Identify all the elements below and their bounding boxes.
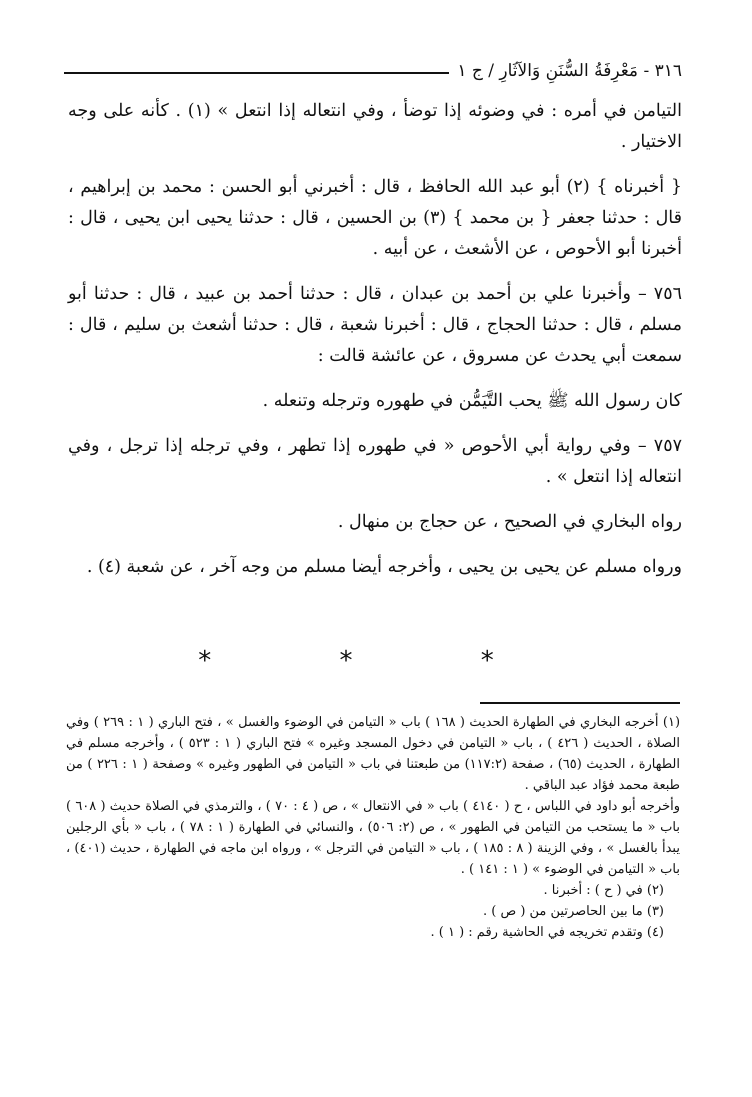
paragraph-continuation: التيامن في أمره : في وضوئه إذا توضأ ، وفي انتعاله إذا انتعل » (١) . كأنه على وجه الاختيار . [68, 101, 683, 152]
paragraph-bukhari: رواه البخاري في الصحيح ، عن حجاج بن منهال . [337, 512, 682, 532]
paragraph-muslim: ورواه مسلم عن يحيى بن يحيى ، وأخرجه أيضا مسلم من وجه آخر ، عن شعبة (٤) . [86, 557, 682, 577]
footnotes [66, 712, 680, 943]
running-header [64, 58, 682, 84]
footnote-2: (٢) في ( ح ) : أخبرنا . [543, 883, 664, 898]
section-separator: * * * [198, 646, 554, 676]
footnote-rule [480, 702, 680, 704]
paragraph-hadith-756: ٧٥٦ – وأخبرنا علي بن أحمد بن عبدان ، قال : حدثنا أحمد بن عبيد ، قال : حدثنا أبو مسلم ، قال : حدثنا الحجاج ، قال : أخبرنا شعبة ، قال : حدثنا أشعث بن سليم ، قال : سمعت أبي يحدث عن مسروق ، عن عائشة قالت : [68, 284, 682, 366]
paragraph-matn: كان رسول الله ﷺ يحب التَّيَمُّن في طهوره وترجله وتنعله . [262, 391, 682, 411]
footnote-4: (٤) وتقدم تخريجه في الحاشية رقم : ( ١ ) . [430, 925, 664, 940]
header-rule [64, 72, 449, 74]
footnote-3: (٣) ما بين الحاصرتين من ( ص ) . [483, 904, 664, 919]
footnote-1: (١) أخرجه البخاري في الطهارة الحديث ( ١٦٨ ) باب « التيامن في الوضوء والغسل » ، فتح الباري ( ١ : ٢٦٩ ) وفي الصلاة ، الحديث ( ٤٢٦ ) ، باب « التيامن في دخول المسجد وغيره » فتح الباري ( ١ : ٥٢٣ ) ، وأخرجه مسلم في الطهارة ، الحديث (٦٥) ، صفحة (١١٧:٢) من طبعتنا في باب « التيامن في الطهور وغيره » وصفحة ( ١ : ٢٢٦ ) من طبعة محمد فؤاد عبد الباقي . [66, 715, 681, 793]
paragraph-hadith-757: ٧٥٧ – وفي رواية أبي الأحوص « في طهوره إذا تطهر ، وفي ترجله إذا ترجل ، وفي انتعاله إذا انتعل » . [68, 436, 682, 487]
main-text [68, 96, 682, 597]
paragraph-isnad: { أخبرناه } (٢) أبو عبد الله الحافظ ، قال : أخبرني أبو الحسن : محمد بن إبراهيم ، قال : حدثنا جعفر { بن محمد } (٣) بن الحسين ، قال : حدثنا يحيى ابن يحيى ، قال : أخبرنا أبو الأحوص ، عن الأشعث ، عن أبيه . [68, 177, 683, 259]
footnote-1-continued: وأخرجه أبو داود في اللباس ، ح ( ٤١٤٠ ) باب « في الانتعال » ، ص ( ٤ : ٧٠ ) ، والترمذي في الصلاة حديث ( ٦٠٨ ) باب « ما يستحب من التيامن في الطهور » ، ص (٢: ٥٠٦) ، والنسائي في الطهارة ( ١ : ٧٨ ) ، باب « بأي الرجلين يبدأ بالغسل » ، وفي الزينة ( ٨ : ١٨٥ ) ، باب « التيامن في الترجل » ، ورواه ابن ماجه في الطهارة ، حديث (٤٠١) ، باب « التيامن في الوضوء » ( ١ : ١٤١ ) . [66, 799, 680, 877]
header-title: ٣١٦ - مَعْرِفَةُ السُّنَنِ وَالآثَارِ / ج ١ [457, 61, 682, 81]
